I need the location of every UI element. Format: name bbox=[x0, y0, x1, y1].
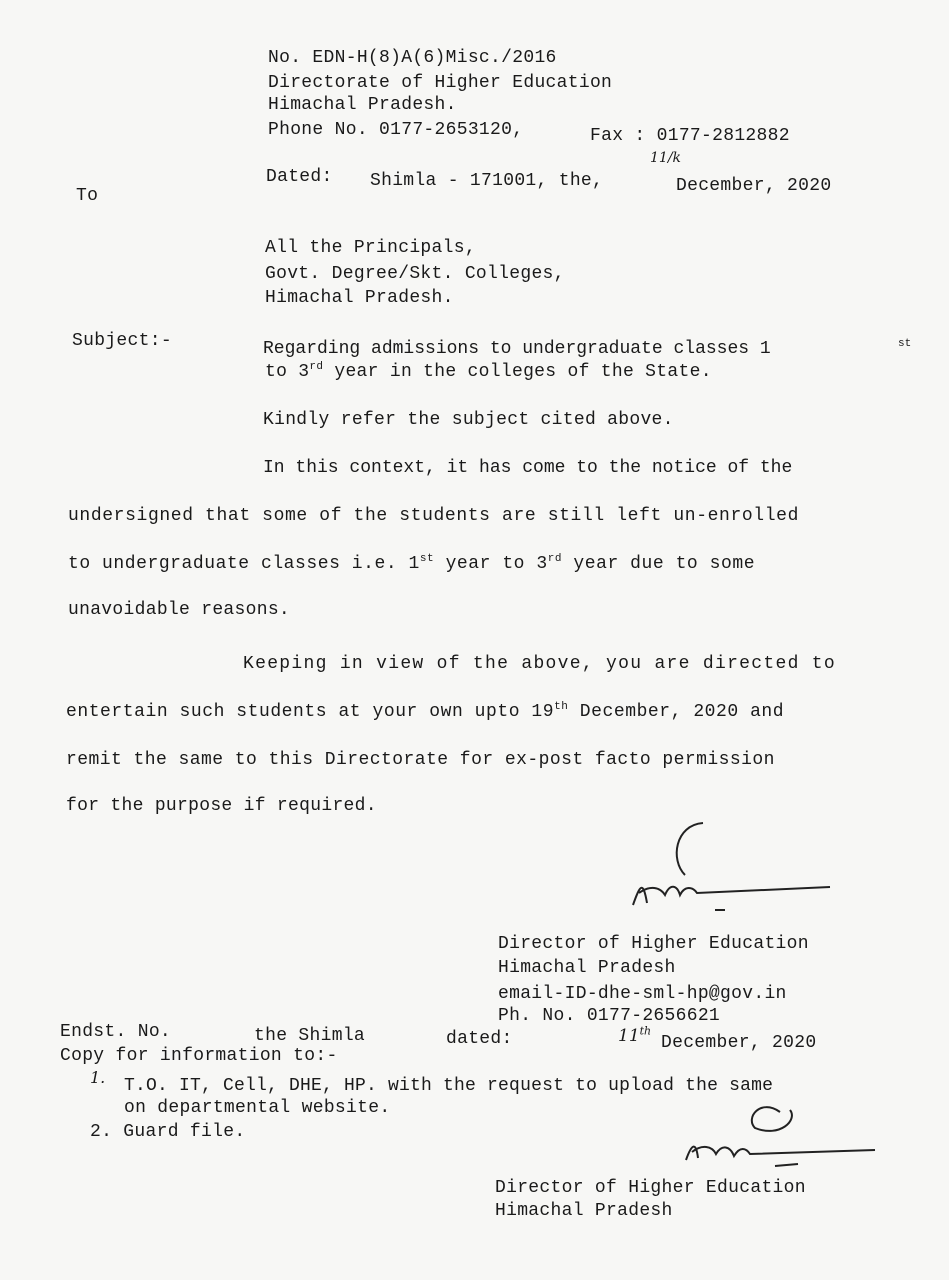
subject-line-1 bbox=[263, 337, 913, 361]
p2-l3-sup1: st bbox=[419, 553, 435, 565]
dated-place: Shimla - 171001, the, bbox=[370, 171, 604, 191]
paragraph-3-line-3: remit the same to this Directorate for ex-post facto permission bbox=[66, 750, 775, 770]
subject-label: Subject:- bbox=[72, 331, 172, 351]
paragraph-2-line-4: unavoidable reasons. bbox=[68, 600, 291, 620]
office-state: Himachal Pradesh. bbox=[268, 95, 457, 115]
signatory-2-state: Himachal Pradesh bbox=[495, 1201, 673, 1221]
signatory-phone: Ph. No. 0177-2656621 bbox=[498, 1006, 721, 1026]
paragraph-2-line-2: undersigned that some of the students are still left un-enrolled bbox=[68, 506, 799, 526]
paragraph-3-line-1: Keeping in view of the above, you are directed to bbox=[243, 654, 836, 674]
paragraph-2-line-3 bbox=[68, 552, 755, 576]
subject-line-1-text: Regarding admissions to undergraduate classes 1 bbox=[263, 339, 771, 359]
addressee-line-3: Himachal Pradesh. bbox=[265, 288, 454, 308]
subject-sup-2: rd bbox=[309, 361, 324, 373]
letter-page: No. EDN-H(8)A(6)Misc./2016 Directorate of Higher Education Himachal Pradesh. Phone No. 0177-2653120, Fax : 0177-2812882 Dated: Shimla - 171001, the, 11/k December, 2020 To All the Principals, Govt. Degree/Skt. Colleges, Himachal Pradesh. Subject:- Regarding admissions to undergraduate classes 1 st to 3rd year in the colleges of the State. Kindly refer the subject cited above. In this context, it has come to the notice of the undersigned that some of the students are still left un-enrolled to undergraduate classes i.e. 1st year to 3rd year due to some unavoidable reasons. Keeping in view of the above, you are directed to entertain such students at your own upto 19th December, 2020 and remit the same to this Directorate for ex-post facto permission for the purpose if required. Director of Higher Education Himachal Pradesh email-ID-dhe-sml-hp@gov.in Ph. No. 0177-2656621 Endst. No. the Shimla dated: 11th December, 2020 Copy for information to:- 1. T.O. IT, Cell, DHE, HP. with the request to upload the same on departmental website. 2. Guard file. Director of Higher Education Himachal Pradesh bbox=[60, 48, 912, 1221]
endst-dated-label: dated: bbox=[446, 1029, 513, 1049]
item-2: 2. Guard file. bbox=[90, 1122, 246, 1142]
subject-line-2-post: year in the colleges of the State. bbox=[323, 362, 712, 382]
endst-day: 11 bbox=[618, 1026, 640, 1046]
office-name: Directorate of Higher Education bbox=[268, 73, 613, 93]
to-label: To bbox=[76, 186, 99, 206]
office-fax: Fax : 0177-2812882 bbox=[590, 126, 790, 146]
paragraph-3-line-2 bbox=[66, 700, 784, 724]
p2-l3-a: to undergraduate classes i.e. 1 bbox=[68, 554, 420, 574]
p3-l2-b: December, 2020 and bbox=[568, 702, 785, 722]
item-1-line-2: on departmental website. bbox=[124, 1098, 391, 1118]
paragraph-1: Kindly refer the subject cited above. bbox=[263, 410, 674, 430]
office-phone: Phone No. 0177-2653120, bbox=[268, 120, 524, 140]
subject-line-2 bbox=[265, 360, 712, 384]
endst-month-year: December, 2020 bbox=[661, 1033, 817, 1053]
dated-month-year: December, 2020 bbox=[676, 176, 832, 196]
signatory-2-title: Director of Higher Education bbox=[495, 1178, 806, 1198]
dated-label: Dated: bbox=[266, 167, 333, 187]
item-1-number: 1. bbox=[90, 1068, 106, 1087]
paragraph-2-line-1 bbox=[263, 456, 913, 480]
item-1-line-1: T.O. IT, Cell, DHE, HP. with the request to upload the same bbox=[124, 1076, 774, 1096]
paragraph-3-line-4: for the purpose if required. bbox=[66, 796, 377, 816]
endst-number: Endst. No. bbox=[60, 1022, 172, 1042]
addressee-line-2: Govt. Degree/Skt. Colleges, bbox=[265, 264, 565, 284]
signature-1 bbox=[625, 815, 840, 915]
p3-l2-a: entertain such students at your own upto 19 bbox=[66, 702, 555, 722]
signatory-email: email-ID-dhe-sml-hp@gov.in bbox=[498, 984, 787, 1004]
p2-l3-b: year to 3 bbox=[434, 554, 548, 574]
addressee-line-1: All the Principals, bbox=[265, 238, 476, 258]
signatory-state: Himachal Pradesh bbox=[498, 958, 676, 978]
p3-l2-sup: th bbox=[554, 701, 569, 713]
endst-the-shimla: the Shimla bbox=[254, 1026, 366, 1046]
reference-number: No. EDN-H(8)A(6)Misc./2016 bbox=[268, 48, 557, 68]
signatory-title: Director of Higher Education bbox=[498, 934, 809, 954]
signature-2 bbox=[680, 1098, 880, 1170]
p2-l3-sup2: rd bbox=[547, 553, 563, 565]
p2-l3-c: year due to some bbox=[562, 554, 756, 574]
subject-line-2-pre: to 3 bbox=[265, 362, 310, 382]
endst-day-sup: th bbox=[639, 1024, 652, 1038]
copy-label: Copy for information to:- bbox=[60, 1046, 338, 1066]
endst-handwritten-day bbox=[618, 1026, 651, 1046]
handwritten-date-day: 11/k bbox=[650, 150, 682, 166]
p2-l1-text: In this context, it has come to the notice of the bbox=[263, 458, 793, 478]
